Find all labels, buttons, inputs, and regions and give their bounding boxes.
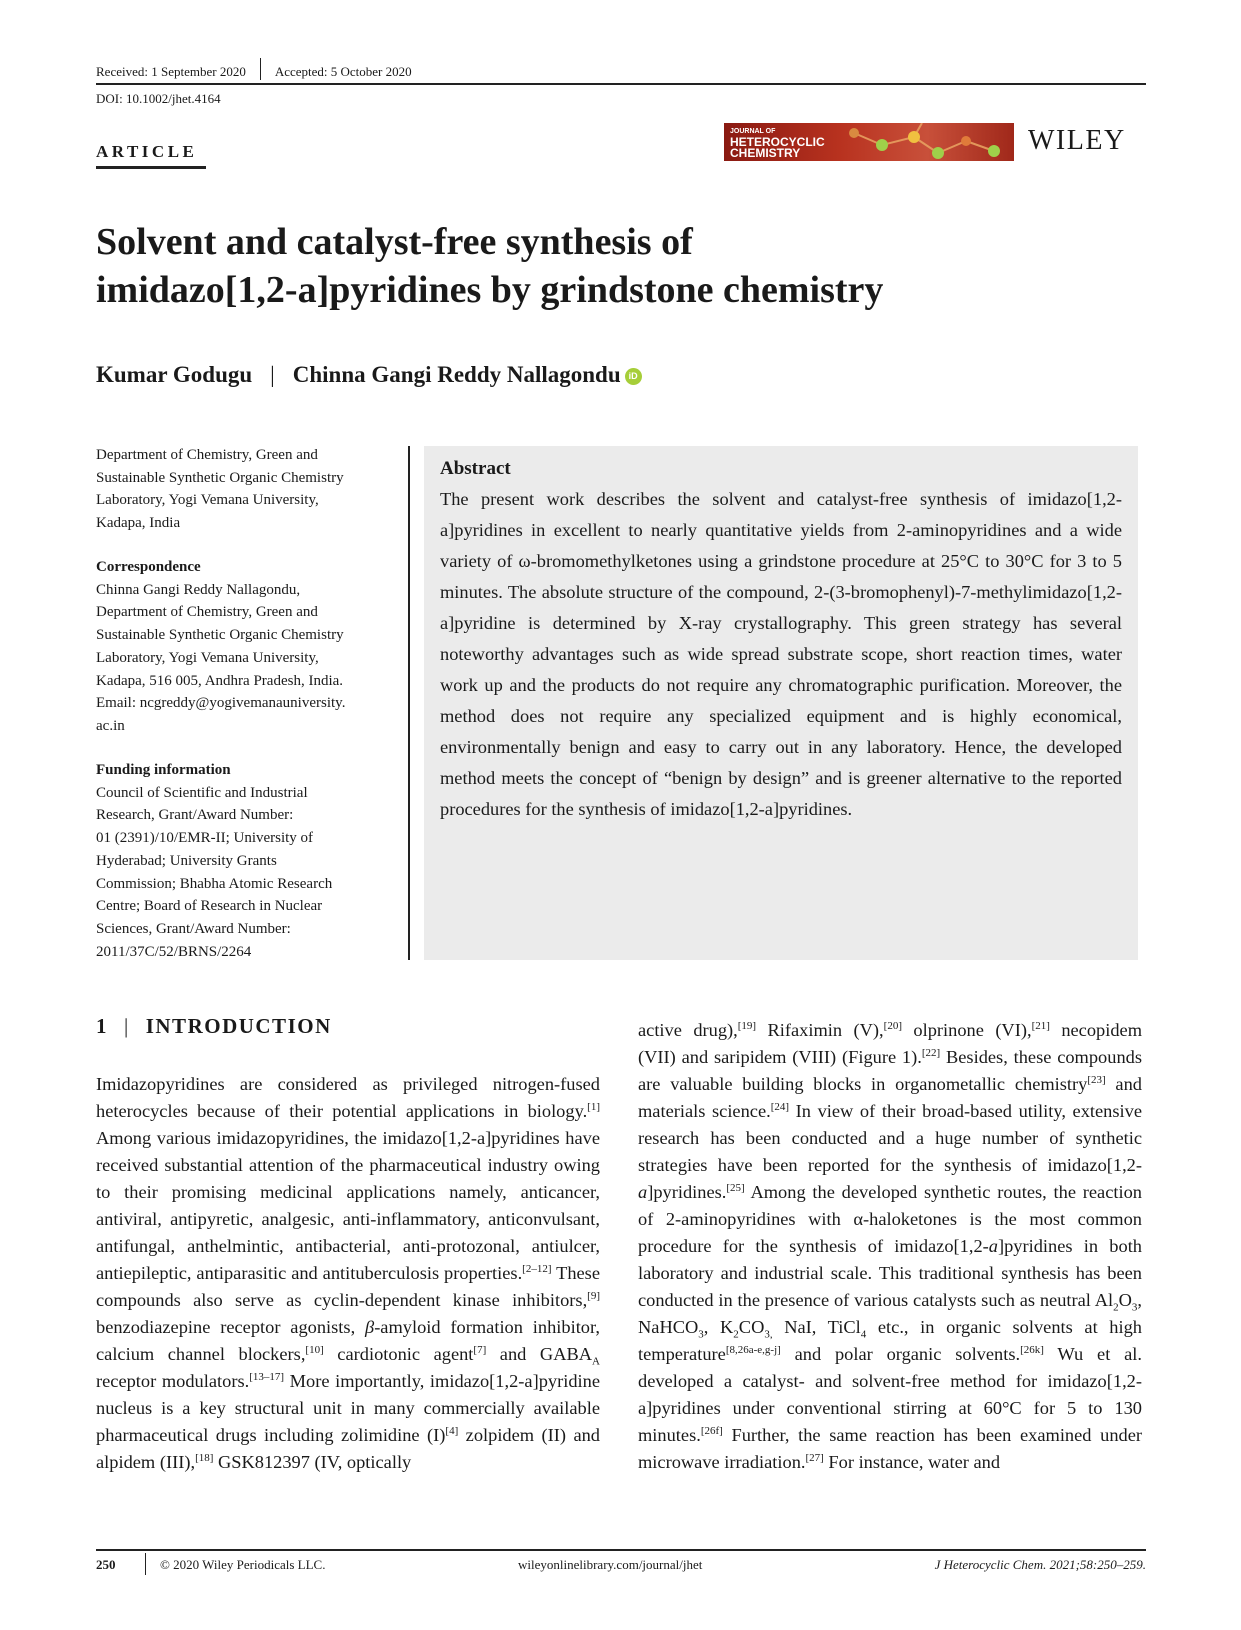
funding-line: Hyderabad; University Grants — [96, 852, 277, 869]
intro-column-2: active drug),[19] Rifaximin (V),[20] olprinone (VI),[21] necopidem (VII) and saripidem (VIII) (Figure 1).[22] Besides, these compounds are valuable building blocks in organometallic chemistry[23] and materials science.[24] In view of their broad-based utility, extensive research has been conducted and a huge number of synthetic strategies have been reported for the synthesis of imidazo[1,2-a]pyridines.[25] Among the developed synthetic routes, the reaction of 2-aminopyridines with α-haloketones is the most common procedure for the synthesis of imidazo[1,2-a]pyridines in both laboratory and industrial scale. This traditional synthesis has been conducted in the presence of various catalysts such as neutral $Al_2O_3$, NaHCO$_3$, $K_2CO_{3,}$ NaI, TiCl$_4$ etc., in organic solvents at high temperature[8,26a-e,g-j] and polar organic solvents.[26k] Wu et al. developed a catalyst- and solvent-free method for imidazo[1,2-a]pyridines under conventional stirring at 60°C for 5 to 130 minutes.[26f] Further, the same reaction has been examined under microwave irradiation.[27] For instance, water and — [638, 1019, 1143, 1472]
citation-ref[interactable]: [9] — [587, 1289, 600, 1302]
section-title: INTRODUCTION — [145, 1014, 332, 1038]
received-accepted-line — [96, 62, 412, 84]
accepted-date: Accepted: 5 October 2020 — [274, 63, 412, 79]
correspondence-line: Department of Chemistry, Green and — [96, 604, 318, 621]
citation-ref[interactable]: [4] — [445, 1424, 459, 1437]
citation-ref[interactable]: [8,26a-e,g-j] — [725, 1343, 781, 1356]
citation-ref[interactable]: [19] — [737, 1019, 757, 1032]
article-title — [96, 218, 1096, 314]
citation-ref[interactable]: [13–17] — [249, 1370, 285, 1383]
correspondence-line: Laboratory, Yogi Vemana University, — [96, 649, 319, 666]
received-date: Received: 1 September 2020 — [96, 63, 246, 79]
affiliation-line: Sustainable Synthetic Organic Chemistry — [96, 469, 344, 486]
page-number: 250 — [96, 1557, 116, 1572]
citation-ref[interactable]: [20] — [883, 1019, 902, 1032]
funding-block — [96, 759, 396, 963]
citation-ref[interactable]: [2–12] — [522, 1262, 552, 1275]
wiley-logo: WILEY — [1028, 125, 1126, 156]
section-separator: | — [124, 1014, 130, 1038]
author-list — [96, 362, 642, 388]
abstract-heading: Abstract — [440, 458, 511, 479]
section-heading-introduction — [96, 1014, 332, 1039]
citation-ref[interactable]: [7] — [473, 1343, 487, 1356]
abstract-text: The present work describes the solvent and catalyst-free synthesis of imidazo[1,2-a]pyridines in excellent to nearly quantitative yields from 2-aminopyridines and a wide variety of ω-bromomethylketones using a grindstone procedure at 25°C to 30°C for 3 to 5 minutes. The absolute structure of the compound, 2-(3-bromophenyl)-7-methylimidazo[1,2-a]pyridine is determined by X-ray crystallography. This green strategy has several noteworthy advantages such as wide spread substrate scope, short reaction times, water work up and the products do not require any chromatographic purification. Moreover, the method does not require any specialized equipment and is highly economical, environmentally benign and easy to carry out in any laboratory. Hence, the developed method meets the concept of “benign by design” and is greener alternative to the reported procedures for the synthesis of imidazo[1,2-a]pyridines. — [440, 489, 1122, 819]
abstract-divider — [408, 446, 410, 960]
citation-ref[interactable]: [24] — [770, 1100, 790, 1113]
title-line-2: imidazo[1,2-a]pyridines by grindstone chemistry — [96, 269, 884, 311]
journal-banner-line-1: JOURNAL OF — [730, 128, 776, 135]
header-rule — [96, 83, 1146, 85]
abstract-box — [424, 446, 1138, 960]
journal-citation: J Heterocyclic Chem. 2021;58:250–259. — [934, 1557, 1146, 1572]
citation-ref[interactable]: [23] — [1087, 1073, 1106, 1086]
journal-banner-text — [730, 126, 825, 159]
doi[interactable]: DOI: 10.1002/jhet.4164 — [96, 91, 221, 106]
funding-heading: Funding information — [96, 762, 231, 778]
title-line-1: Solvent and catalyst-free synthesis of — [96, 221, 693, 263]
citation-ref[interactable]: [27] — [805, 1451, 824, 1464]
correspondence-block — [96, 556, 396, 738]
citation-ref[interactable]: [18] — [195, 1451, 214, 1464]
correspondence-line: Kadapa, 516 005, Andhra Pradesh, India. — [96, 672, 344, 689]
citation-ref[interactable]: [21] — [1031, 1019, 1050, 1032]
correspondence-heading: Correspondence — [96, 559, 201, 575]
correspondence-line: Sustainable Synthetic Organic Chemistry — [96, 627, 344, 644]
intro-column-1: Imidazopyridines are considered as privileged nitrogen-fused heterocycles because of their potential applications in biology.[1] Among various imidazopyridines, the imidazo[1,2-a]pyridines have received substantial attention of the pharmaceutical industry owing to their promising medicinal applications namely, anticancer, antiviral, antipyretic, analgesic, anti-inflammatory, anticonvulsant, antifungal, anthelmintic, antibacterial, anti-protozonal, antiulcer, antiepileptic, antiparasitic and antituberculosis properties.[2–12] These compounds also serve as cyclin-dependent kinase inhibitors,[9] benzodiazepine receptor agonists, β-amyloid formation inhibitor, calcium channel blockers,[10] cardiotonic agent[7] and $GABA_A$ receptor modulators.[13–17] More importantly, imidazo[1,2-a]pyridine nucleus is a key structural unit in many commercially available pharmaceutical drugs including zolimidine (I)[4] zolpidem (II) and alpidem (III),[18] GSK812397 (IV, optically — [96, 1074, 601, 1472]
footer-rule — [96, 1549, 1146, 1551]
copyright: © 2020 Wiley Periodicals LLC. — [160, 1557, 326, 1572]
affiliation-line: Laboratory, Yogi Vemana University, — [96, 492, 319, 509]
correspondence-email-cont[interactable]: ac.in — [96, 717, 125, 734]
correspondence-line: Chinna Gangi Reddy Nallagondu, — [96, 581, 301, 598]
header-divider — [260, 58, 261, 80]
author-separator: | — [270, 362, 275, 387]
journal-banner-line-2: HETEROCYCLIC — [730, 135, 825, 149]
footer-divider — [145, 1553, 146, 1575]
citation-ref[interactable]: [1] — [587, 1100, 600, 1113]
citation-ref[interactable]: [22] — [921, 1046, 941, 1059]
journal-banner-line-3: CHEMISTRY — [730, 146, 801, 160]
affiliation-line: Department of Chemistry, Green and — [96, 447, 318, 463]
article-type-underline — [96, 166, 206, 169]
journal-banner — [724, 123, 1014, 161]
funding-line: Council of Scientific and Industrial — [96, 784, 308, 801]
article-type-label: ARTICLE — [96, 142, 198, 161]
author-1[interactable]: Kumar Godugu — [96, 362, 253, 387]
citation-ref[interactable]: [26k] — [1020, 1343, 1044, 1356]
funding-line: Commission; Bhabha Atomic Research — [96, 875, 333, 892]
affiliation-line: Kadapa, India — [96, 515, 181, 532]
affiliation-block — [96, 444, 396, 535]
molecule-graphic — [834, 123, 1014, 161]
funding-line: 2011/37C/52/BRNS/2264 — [96, 943, 252, 960]
funding-line: Research, Grant/Award Number: — [96, 807, 294, 824]
author-2[interactable]: Chinna Gangi Reddy Nallagondu — [292, 362, 621, 387]
funding-line: Centre; Board of Research in Nuclear — [96, 898, 323, 915]
correspondence-email[interactable]: Email: ncgreddy@yogivemanauniversity. — [96, 695, 346, 712]
orcid-icon[interactable]: iD — [625, 368, 642, 385]
journal-url[interactable]: wileyonlinelibrary.com/journal/jhet — [518, 1557, 703, 1572]
citation-ref[interactable]: [26f] — [700, 1424, 723, 1437]
citation-ref[interactable]: [10] — [305, 1343, 324, 1356]
section-number: 1 — [96, 1014, 108, 1038]
funding-line: Sciences, Grant/Award Number: — [96, 920, 291, 937]
citation-ref[interactable]: [25] — [726, 1181, 745, 1194]
funding-line: 01 (2391)/10/EMR-II; University of — [96, 830, 314, 847]
